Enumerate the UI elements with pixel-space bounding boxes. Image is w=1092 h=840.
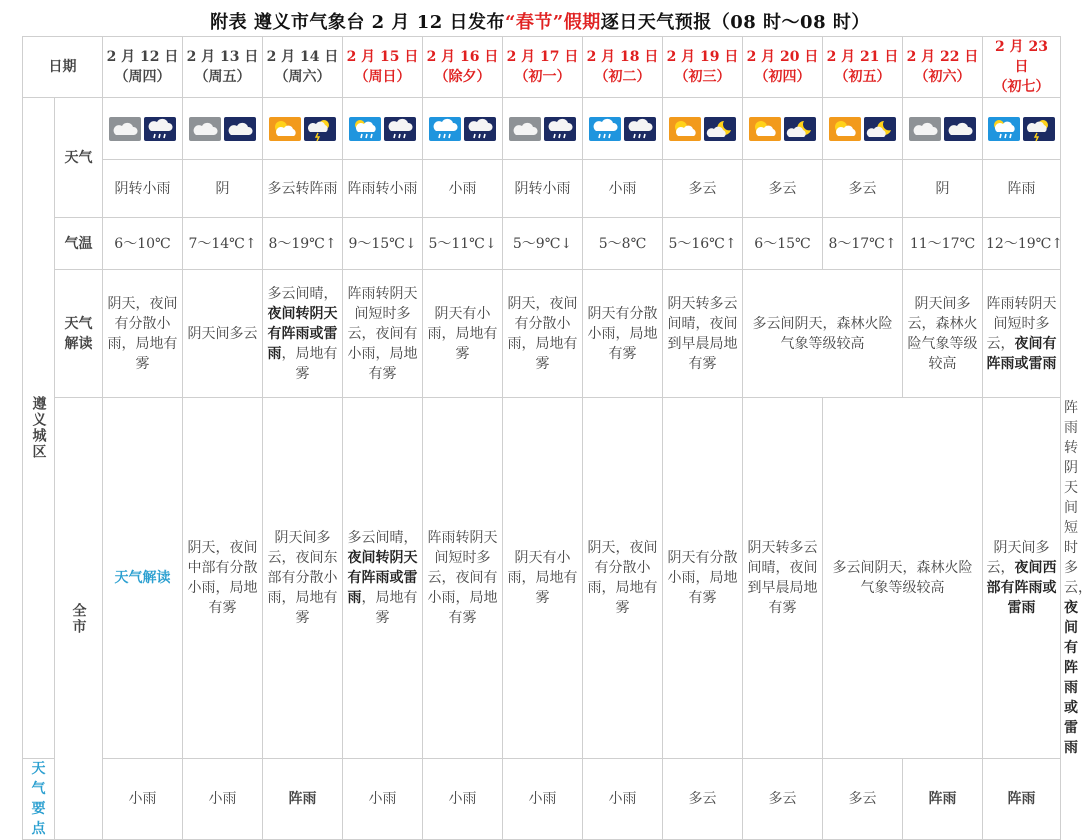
temp-value: 6～10℃ <box>103 218 183 270</box>
key-text: 多云 <box>743 759 823 840</box>
key-label: 天气要点 <box>23 759 55 840</box>
cloudy-day-icon <box>909 117 941 141</box>
cloudy-day-icon <box>109 117 141 141</box>
day-header: 2 月 12 日 （周四） <box>103 37 183 98</box>
weather-text-row <box>23 160 1061 218</box>
key-text: 小雨 <box>343 759 423 840</box>
weather-text: 阴转小雨 <box>103 160 183 218</box>
city-interp-text: 多云间阴天，森林火险气象等级较高 <box>823 398 983 759</box>
weather-icons <box>583 98 663 160</box>
temp-value: 6～15℃ <box>743 218 823 270</box>
weather-text: 小雨 <box>423 160 503 218</box>
temp-value: 9～15℃↓ <box>343 218 423 270</box>
key-text: 小雨 <box>423 759 503 840</box>
day-header: 2 月 14 日 （周六） <box>263 37 343 98</box>
key-text: 阵雨 <box>263 759 343 840</box>
weather-icons <box>743 98 823 160</box>
day-header: 2 月 23 日 （初七） <box>983 37 1061 98</box>
day-header: 2 月 20 日 （初四） <box>743 37 823 98</box>
partly-cloudy-night-icon <box>784 117 816 141</box>
weather-icons <box>103 98 183 160</box>
icon-row <box>23 98 1061 160</box>
partly-cloudy-day-icon <box>749 117 781 141</box>
temp-value: 8～17℃↑ <box>823 218 903 270</box>
cloudy-night-icon <box>224 117 256 141</box>
day-header: 2 月 16 日 （除夕） <box>423 37 503 98</box>
weather-icons <box>983 98 1061 160</box>
partly-cloudy-day-icon <box>829 117 861 141</box>
rain-night-icon <box>544 117 576 141</box>
temp-value: 5～11℃↓ <box>423 218 503 270</box>
interp-label: 天气解读 <box>55 270 103 398</box>
temp-value: 5～8℃ <box>583 218 663 270</box>
weather-text: 阴 <box>903 160 983 218</box>
temp-value: 5～9℃↓ <box>503 218 583 270</box>
key-text: 小雨 <box>503 759 583 840</box>
rain-day-icon <box>589 117 621 141</box>
cloudy-day-icon <box>189 117 221 141</box>
interp-text: 阴天转多云间晴，夜间到早晨局地有雾 <box>663 270 743 398</box>
date-label: 日期 <box>23 37 103 98</box>
weather-text: 多云 <box>663 160 743 218</box>
weather-icons <box>183 98 263 160</box>
day-header: 2 月 18 日 （初二） <box>583 37 663 98</box>
weather-text: 阵雨转小雨 <box>343 160 423 218</box>
temp-value: 11～17℃ <box>903 218 983 270</box>
weather-text: 阴 <box>183 160 263 218</box>
rain-day-icon <box>429 117 461 141</box>
weather-icons <box>903 98 983 160</box>
day-header: 2 月 21 日 （初五） <box>823 37 903 98</box>
weather-text: 多云 <box>823 160 903 218</box>
temp-value: 8～19℃↑ <box>263 218 343 270</box>
city-interp-text: 多云间晴，夜间转阴天有阵雨或雷雨，局地有雾 <box>343 398 423 759</box>
cloudy-night-icon <box>944 117 976 141</box>
region-label-city: 遵义城区 <box>23 98 55 759</box>
day-header: 2 月 15 日 （周日） <box>343 37 423 98</box>
weather-icons <box>263 98 343 160</box>
weather-text: 多云转阵雨 <box>263 160 343 218</box>
key-text: 小雨 <box>103 759 183 840</box>
weather-icons <box>663 98 743 160</box>
city-interp-text: 阴天间多云，夜间西部有阵雨或雷雨 <box>983 398 1061 759</box>
weather-icons <box>503 98 583 160</box>
day-header: 2 月 19 日 （初三） <box>663 37 743 98</box>
city-interp-text: 阴天间多云，夜间东部有分散小雨，局地有雾 <box>263 398 343 759</box>
temp-row <box>23 218 1061 270</box>
day-header: 2 月 13 日 （周五） <box>183 37 263 98</box>
temp-value: 12～19℃↑ <box>983 218 1061 270</box>
weather-icons <box>823 98 903 160</box>
weather-label: 天气 <box>55 98 103 218</box>
partly-cloudy-day-icon <box>669 117 701 141</box>
key-text: 多云 <box>823 759 903 840</box>
rain-night-icon <box>624 117 656 141</box>
forecast-table <box>22 36 1092 840</box>
rain-night-icon <box>384 117 416 141</box>
header-row <box>23 37 1061 98</box>
shower-day-icon <box>349 117 381 141</box>
interp-text: 多云间阴天，森林火险气象等级较高 <box>743 270 903 398</box>
city-interp-text: 阵雨转阴天间短时多云，夜间有小雨，局地有雾 <box>423 398 503 759</box>
interp-text: 多云间晴，夜间转阴天有阵雨或雷雨，局地有雾 <box>263 270 343 398</box>
city-interp-text: 阴天转多云间晴，夜间到早晨局地有雾 <box>743 398 823 759</box>
city-interp-label: 天气解读 <box>103 398 183 759</box>
interp-row <box>23 270 1061 398</box>
day-header: 2 月 22 日 （初六） <box>903 37 983 98</box>
city-interp-text: 阴天，夜间中部有分散小雨，局地有雾 <box>183 398 263 759</box>
interp-text: 阴天有小雨，局地有雾 <box>423 270 503 398</box>
interp-text: 阴天，夜间有分散小雨，局地有雾 <box>103 270 183 398</box>
city-interp-row: 全市 天气解读 阴天，夜间中部有分散小雨，局地有雾 阴天间多云，夜间东部有分散小雨，局地有雾 多云间晴，夜间转阴天有阵雨或雷雨，局地有雾 阵雨转阴天间短时多云，夜间有小雨，局地有雾 阴天有小雨，局地有雾 阴天，夜间有分散小雨，局地有雾 阴天有分散小雨，局地有雾 阴天转多云间晴，夜间到早晨局地有雾 多云间阴天，森林火险气象等级较高 阴天间多云，夜间西部有阵雨或雷雨 阵雨转阴天间短时多云，夜间有阵雨或雷雨 <box>23 398 1061 759</box>
shower-day-icon <box>988 117 1020 141</box>
interp-text: 阵雨转阴天间短时多云，夜间有阵雨或雷雨 <box>983 270 1061 398</box>
rain-night-icon <box>144 117 176 141</box>
weather-text: 小雨 <box>583 160 663 218</box>
thunder-rain-night-icon <box>304 117 336 141</box>
interp-text: 阴天间多云，森林火险气象等级较高 <box>903 270 983 398</box>
partly-cloudy-night-icon <box>864 117 896 141</box>
partly-cloudy-day-icon <box>269 117 301 141</box>
key-text: 阵雨 <box>903 759 983 840</box>
weather-text: 阴转小雨 <box>503 160 583 218</box>
city-interp-text: 阴天有小雨，局地有雾 <box>503 398 583 759</box>
weather-icons <box>423 98 503 160</box>
temp-value: 7～14℃↑ <box>183 218 263 270</box>
interp-text: 阵雨转阴天间短时多云，夜间有小雨，局地有雾 <box>343 270 423 398</box>
key-text: 小雨 <box>183 759 263 840</box>
interp-text: 阴天间多云 <box>183 270 263 398</box>
partly-cloudy-night-icon <box>704 117 736 141</box>
key-row <box>23 759 1061 840</box>
interp-text: 阴天，夜间有分散小雨，局地有雾 <box>503 270 583 398</box>
weather-text: 阵雨 <box>983 160 1061 218</box>
cloudy-day-icon <box>509 117 541 141</box>
day-header: 2 月 17 日 （初一） <box>503 37 583 98</box>
temp-value: 5～16℃↑ <box>663 218 743 270</box>
weather-text: 多云 <box>743 160 823 218</box>
interp-text: 阴天有分散小雨，局地有雾 <box>583 270 663 398</box>
thunder-rain-night-icon <box>1023 117 1055 141</box>
city-interp-text: 阴天，夜间有分散小雨，局地有雾 <box>583 398 663 759</box>
temp-label: 气温 <box>55 218 103 270</box>
weather-icons <box>343 98 423 160</box>
region-label-all: 全市 <box>55 398 103 840</box>
page-title: 附表 遵义市气象台 2 月 12 日发布“春节”假期逐日天气预报（08 时～08 时） <box>210 12 870 33</box>
key-text: 小雨 <box>583 759 663 840</box>
city-interp-text: 阴天有分散小雨，局地有雾 <box>663 398 743 759</box>
rain-night-icon <box>464 117 496 141</box>
key-text: 阵雨 <box>983 759 1061 840</box>
key-text: 多云 <box>663 759 743 840</box>
